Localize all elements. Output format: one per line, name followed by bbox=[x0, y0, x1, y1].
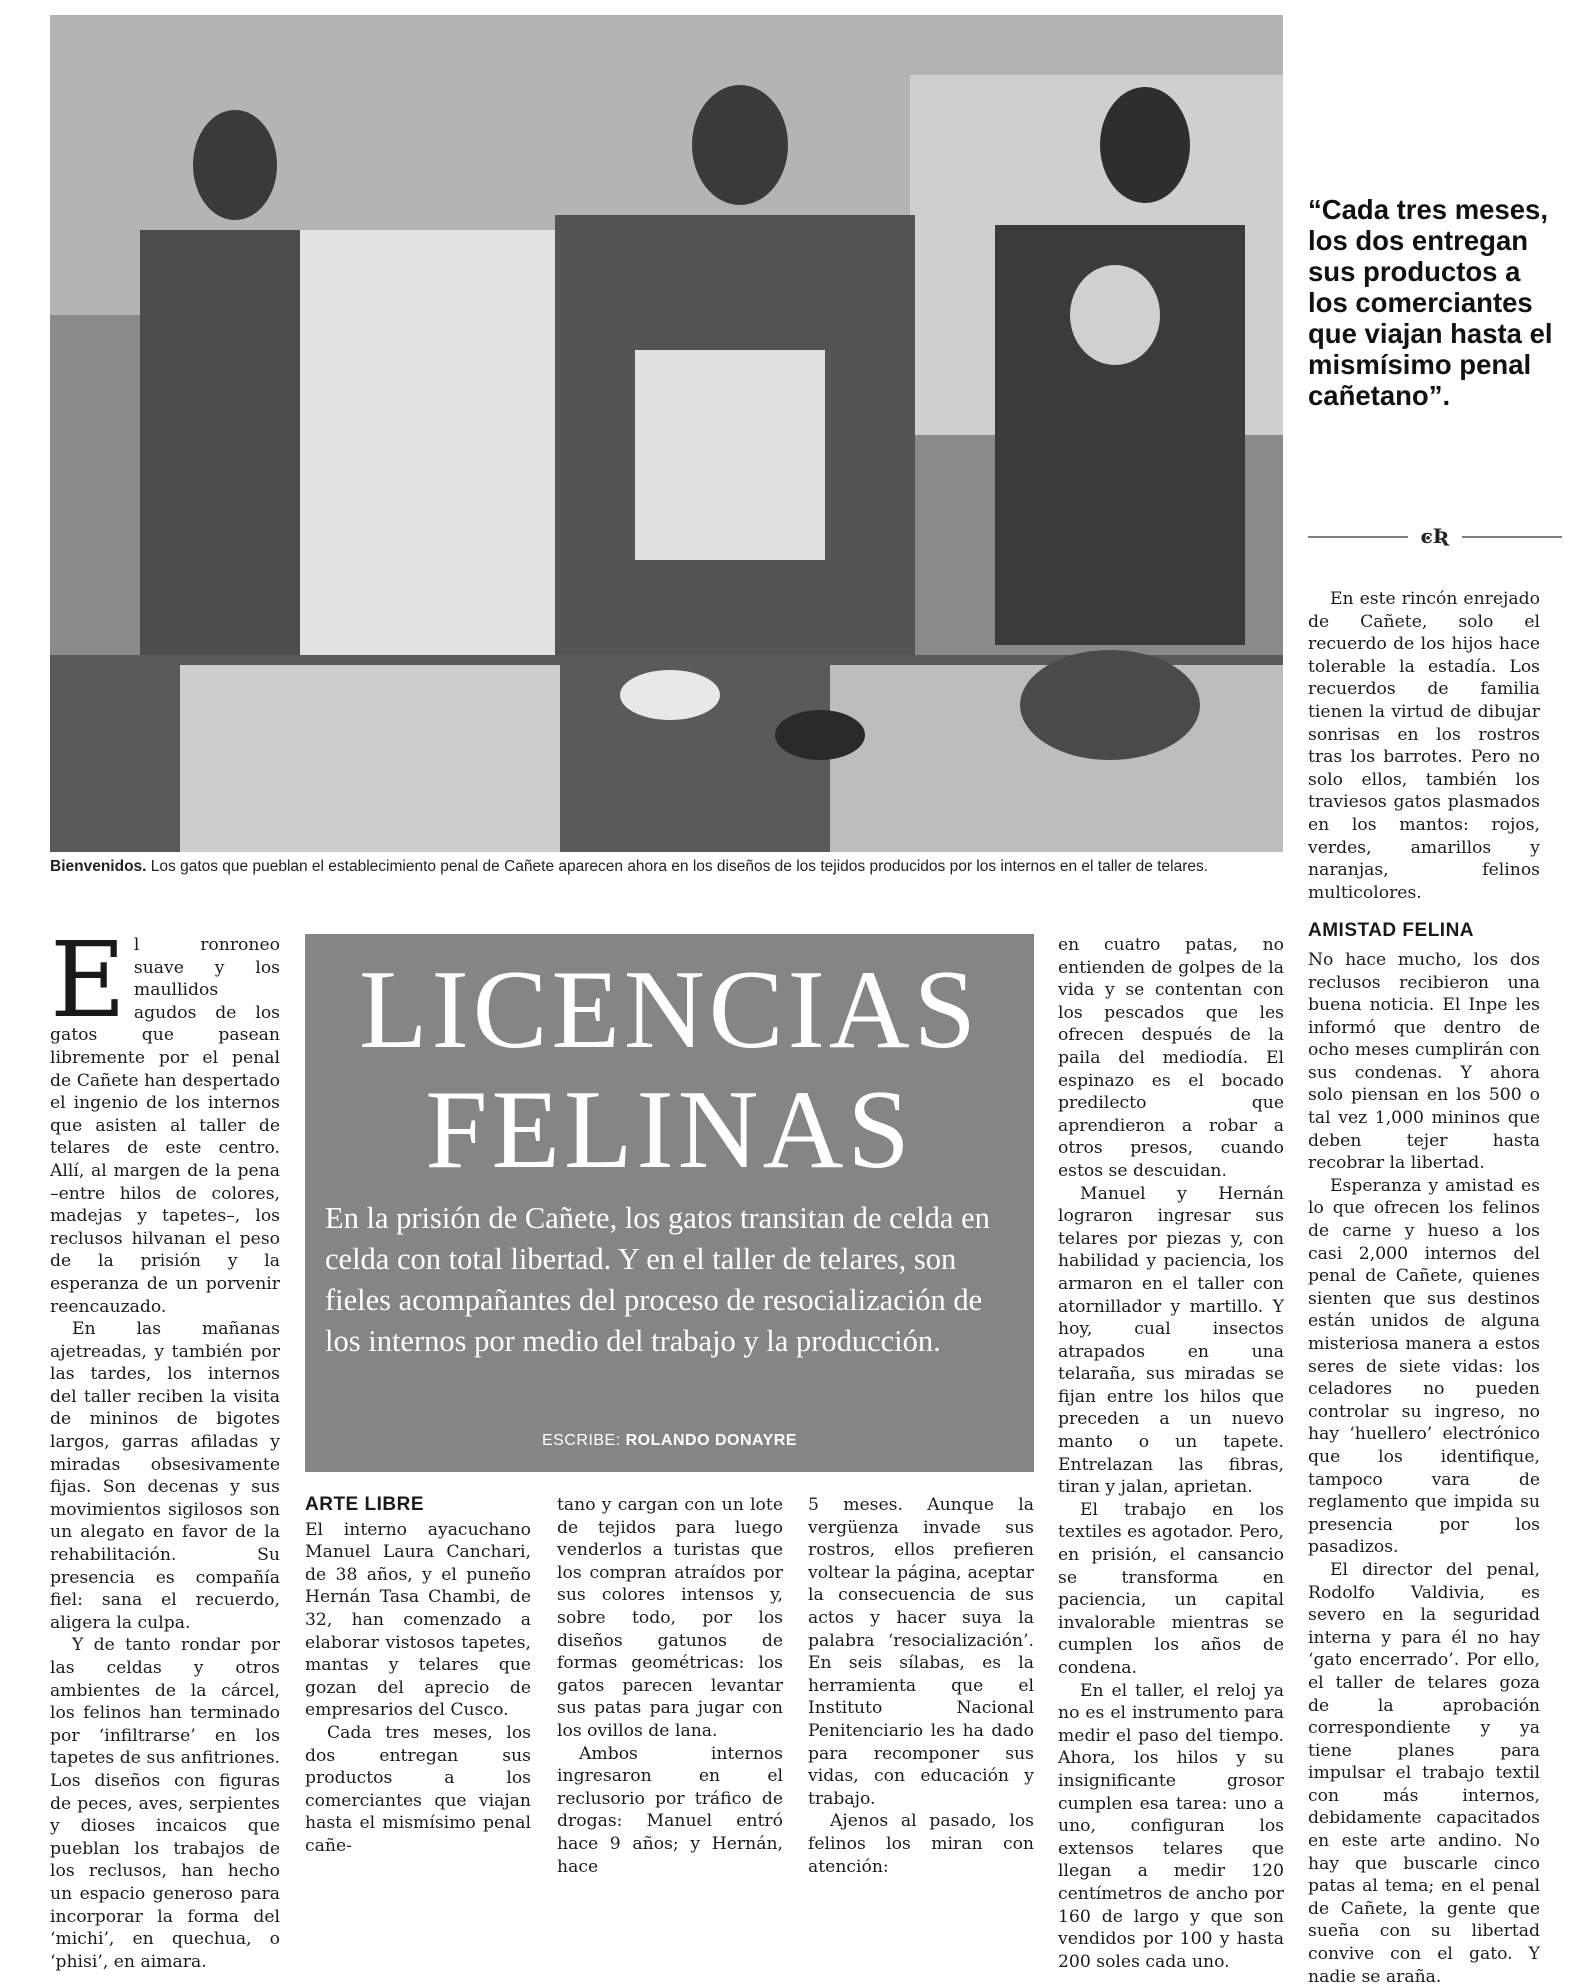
paragraph: Y de tanto rondar por las celdas y otros ambientes de la cárcel, los felinos han terminado por ‘infiltrarse’ en los tapetes de sus anfitriones. Los diseños con figuras de peces, aves, serpientes y dioses incaicos que pueblan los trabajos de los reclusos, han hecho un espacio generoso para incorporar la forma del ‘michi’, en quechua, o ‘phisi’, en aimara. bbox=[50, 1635, 280, 1972]
svg-text:ͼƦ: ͼƦ bbox=[1420, 524, 1450, 548]
byline-author: ROLANDO DONAYRE bbox=[625, 1432, 797, 1449]
headline-title bbox=[305, 950, 1034, 1190]
column-3 bbox=[557, 1494, 783, 1878]
column-5 bbox=[1058, 934, 1284, 1973]
paragraph: tano y cargan con un lote de tejidos para luego venderlos a turistas que los compran atraídos por sus colores intensos y, sobre todo, por los diseños gatunos de formas geométricas: los gatos parecen levantar sus patas para jugar con los ovillos de lana. bbox=[557, 1495, 783, 1741]
paragraph: El trabajo en los textiles es agotador. Pero, en prisión, el cansancio se transforma en paciencia, un capital invalorable mientras se cumplen los años de condena. bbox=[1058, 1499, 1284, 1678]
paragraph: En este rincón enrejado de Cañete, solo el recuerdo de los hijos hace tolerable la estadía. Los recuerdos de familia tienen la virtud de dibujar sonrisas en los rostros tras los barrotes. Pero no solo ellos, también los traviesos gatos plasmados en los mantos: rojos, verdes, amarillos y naranjas, felinos multicolores. bbox=[1308, 589, 1540, 903]
paragraph: Manuel y Hernán lograron ingresar sus telares por piezas y, con habilidad y paciencia, los armaron en el taller con atornillador y martillo. Y hoy, cual insectos atrapados en una telaraña, sus miradas se fijan entre los hilos que preceden a un nuevo manto o un tapete. Entrelazan las fibras, tiran y jalan, aprietan. bbox=[1058, 1183, 1284, 1498]
column-4 bbox=[808, 1494, 1034, 1878]
caption-lead: Bienvenidos. bbox=[50, 858, 147, 875]
ornament-separator bbox=[1308, 524, 1562, 550]
feature-photo bbox=[50, 15, 1283, 852]
column-2 bbox=[305, 1494, 531, 1858]
paragraph: En las mañanas ajetreadas, y también por las tardes, los internos del taller reciben la visita de mininos de bigotes largos, garras afiladas y miradas obsesivamente fijas. Son decenas y sus movimientos sigilosos son un alegato en favor de la rehabilitación. Su presencia es compañía fiel: sana el recuerdo, aligera la culpa. bbox=[50, 1319, 280, 1633]
subhead-arte-libre: ARTE LIBRE bbox=[305, 1494, 424, 1515]
paragraph: En el taller, el reloj ya no es el instrumento para medir el paso del tiempo. Ahora, los hilos y su insignificante grosor cumplen esa tarea: uno a uno, configuran los extensos telares que llegan a medir 120 centímetros de ancho por 160 de largo y que son vendidos por 100 y hasta 200 soles cada uno. bbox=[1058, 1680, 1284, 1972]
byline-label: ESCRIBE: bbox=[541, 1432, 626, 1449]
subhead-amistad-felina: AMISTAD FELINA bbox=[1308, 920, 1475, 942]
paragraph: El interno ayacuchano Manuel Laura Canchari, de 38 años, y el puneño Hernán Tasa Chambi, de 32, han comenzado a elaborar vistosos tapetes, mantas y telares que gozan del aprecio de empresarios del Cusco. bbox=[305, 1519, 531, 1721]
headline-line-2: FELINAS bbox=[425, 1068, 914, 1192]
caption-text: Los gatos que pueblan el establecimiento penal de Cañete aparecen ahora en los diseños de los tejidos producidos por los internos en el taller de telares. bbox=[146, 858, 1209, 875]
paragraph-lead bbox=[50, 919, 280, 1318]
headline-deck: En la prisión de Cañete, los gatos transitan de celda en celda con total libertad. Y en el taller de telares, son fieles acompañantes del proceso de resocialización de los internos por medio del trabajo y la producción. bbox=[325, 1201, 990, 1358]
photo-caption bbox=[50, 858, 1290, 876]
paragraph: El director del penal, Rodolfo Valdivia, es severo en la seguridad interna y para él no hay ‘gato encerrado’. Por ello, el taller de telares goza de la aprobación correspondiente y ya tiene planes para impulsar el trabajo textil con más internos, debidamente capacitados en este arte andino. No hay que buscarle cinco patas al tema; en el penal de Cañete, la gente que sueña con su libertad convive con el gato. Y nadie se araña. bbox=[1308, 1559, 1540, 1987]
pull-quote: “Cada tres meses, los dos entregan sus productos a los comerciantes que viajan hasta el mismísimo penal cañetano”. bbox=[1308, 194, 1553, 411]
paragraph: Ambos internos ingresaron en el reclusorio por tráfico de drogas: Manuel entró hace 9 años; y Hernán, hace bbox=[557, 1743, 783, 1877]
lead-text: l ronroneo suave y los maullidos agudos de los gatos que pasean libremente por el penal de Cañete han despertado el ingenio de los internos que asisten al taller de telares de este centro. Allí, al margen de la pena –entre hilos de colores, madejas y tapetes–, los reclusos hilvanan el peso de la prisión y la esperanza de un porvenir reencauzado. bbox=[50, 935, 280, 1317]
drop-cap: E bbox=[50, 919, 126, 1041]
column-6 bbox=[1308, 588, 1540, 1988]
column-1 bbox=[50, 919, 280, 1973]
paragraph: No hace mucho, los dos reclusos recibieron una buena noticia. El Inpe les informó que dentro de ocho meses cumplirán con sus condenas. Y ahora solo piensan en los 500 o tal vez 1,000 mininos que deben tejer hasta recobrar la libertad. bbox=[1308, 949, 1540, 1174]
paragraph: Ajenos al pasado, los felinos los miran con atención: bbox=[808, 1811, 1034, 1877]
headline-line-1: LICENCIAS bbox=[359, 948, 980, 1072]
paragraph: 5 meses. Aunque la vergüenza invade sus rostros, ellos prefieren voltear la página, aceptar la consecuencia de sus actos y hacer suya la palabra ‘resocialización’. En seis sílabas, es la herramienta que el Instituto Nacional Penitenciario les ha dado para recomponer sus vidas, con educación y trabajo. bbox=[808, 1495, 1034, 1809]
paragraph: en cuatro patas, no entienden de golpes de la vida y se contentan con los pescados que les ofrecen después de la paila del mediodía. El espinazo es el bocado predilecto que aprendieron a robar a otros presos, cuando estos se descuidan. bbox=[1058, 935, 1284, 1181]
photo-placeholder bbox=[50, 15, 1283, 852]
paragraph: Cada tres meses, los dos entregan sus productos a los comerciantes que viajan hasta el mismísimo penal cañe- bbox=[305, 1722, 531, 1856]
paragraph: Esperanza y amistad es lo que ofrecen los felinos de carne y hueso a los casi 2,000 internos del penal de Cañete, quienes sienten que sus destinos están unidos de alguna misteriosa manera a estos seres de siete vidas: los celadores no pueden controlar su ingreso, no hay ‘huellero’ electrónico que los identifique, tampoco vara de reglamento que impida su presencia por los pasadizos. bbox=[1308, 1175, 1540, 1558]
headline-box bbox=[305, 934, 1034, 1472]
byline bbox=[305, 1432, 1034, 1450]
